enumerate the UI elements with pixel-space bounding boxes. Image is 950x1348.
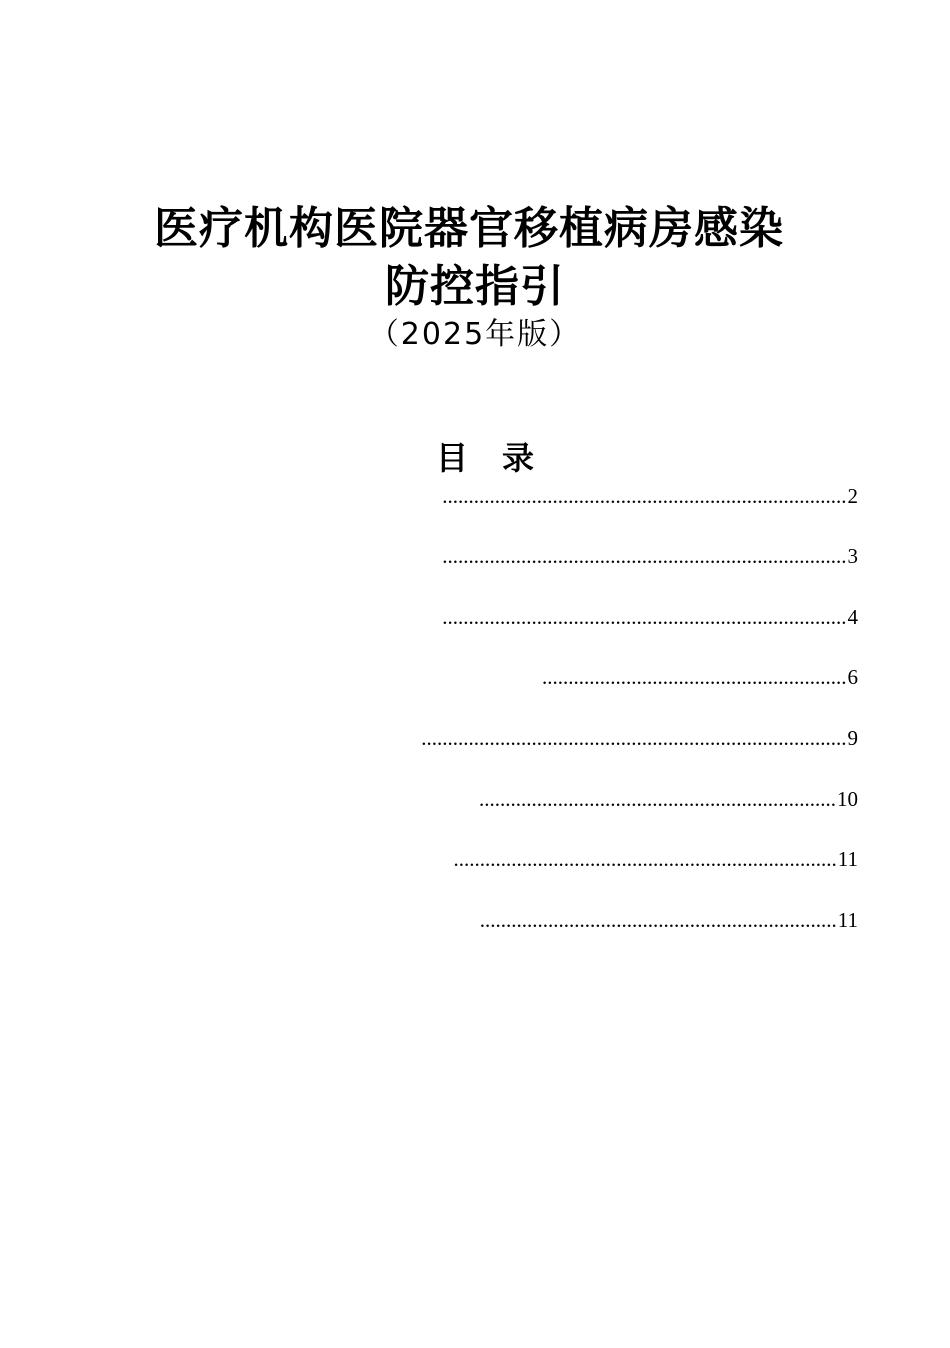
toc-page-number: 3 — [847, 544, 858, 568]
toc-leader-dots: ............................................................................. — [442, 605, 847, 629]
toc-leader-dots: .......................................................... — [542, 665, 847, 689]
toc-leader-dots: ................................................................................. — [421, 726, 847, 750]
toc-entry[interactable] — [454, 846, 858, 872]
toc-page-number: 11 — [837, 847, 858, 871]
toc-leader-dots: ............................................................................. — [442, 544, 847, 568]
toc-page-number: 6 — [847, 665, 858, 689]
toc-page-number: 2 — [847, 484, 858, 508]
toc-heading: 目录 — [435, 439, 568, 477]
document-title-line-1: 医疗机构医院器官移植病房感染 — [154, 203, 784, 254]
toc-entry[interactable] — [421, 725, 858, 751]
toc-page-number: 10 — [837, 787, 858, 811]
toc-leader-dots: ............................................................................. — [442, 484, 847, 508]
toc-page-number: 11 — [837, 908, 858, 932]
toc-entry[interactable] — [442, 543, 858, 569]
toc-entry[interactable] — [480, 907, 858, 933]
toc-page-number: 9 — [847, 726, 858, 750]
toc-leader-dots: .................................................................... — [479, 908, 837, 932]
toc-page-number: 4 — [847, 605, 858, 629]
toc-leader-dots: .................................................................... — [479, 787, 836, 811]
toc-entry[interactable] — [442, 604, 858, 630]
toc-entry[interactable] — [479, 786, 858, 812]
toc-leader-dots: ......................................................................... — [453, 847, 837, 871]
toc-entry[interactable] — [442, 483, 858, 509]
toc-entry[interactable] — [542, 664, 858, 690]
document-title-line-2: 防控指引 — [385, 261, 565, 312]
document-subtitle: （2025年版） — [368, 317, 582, 352]
